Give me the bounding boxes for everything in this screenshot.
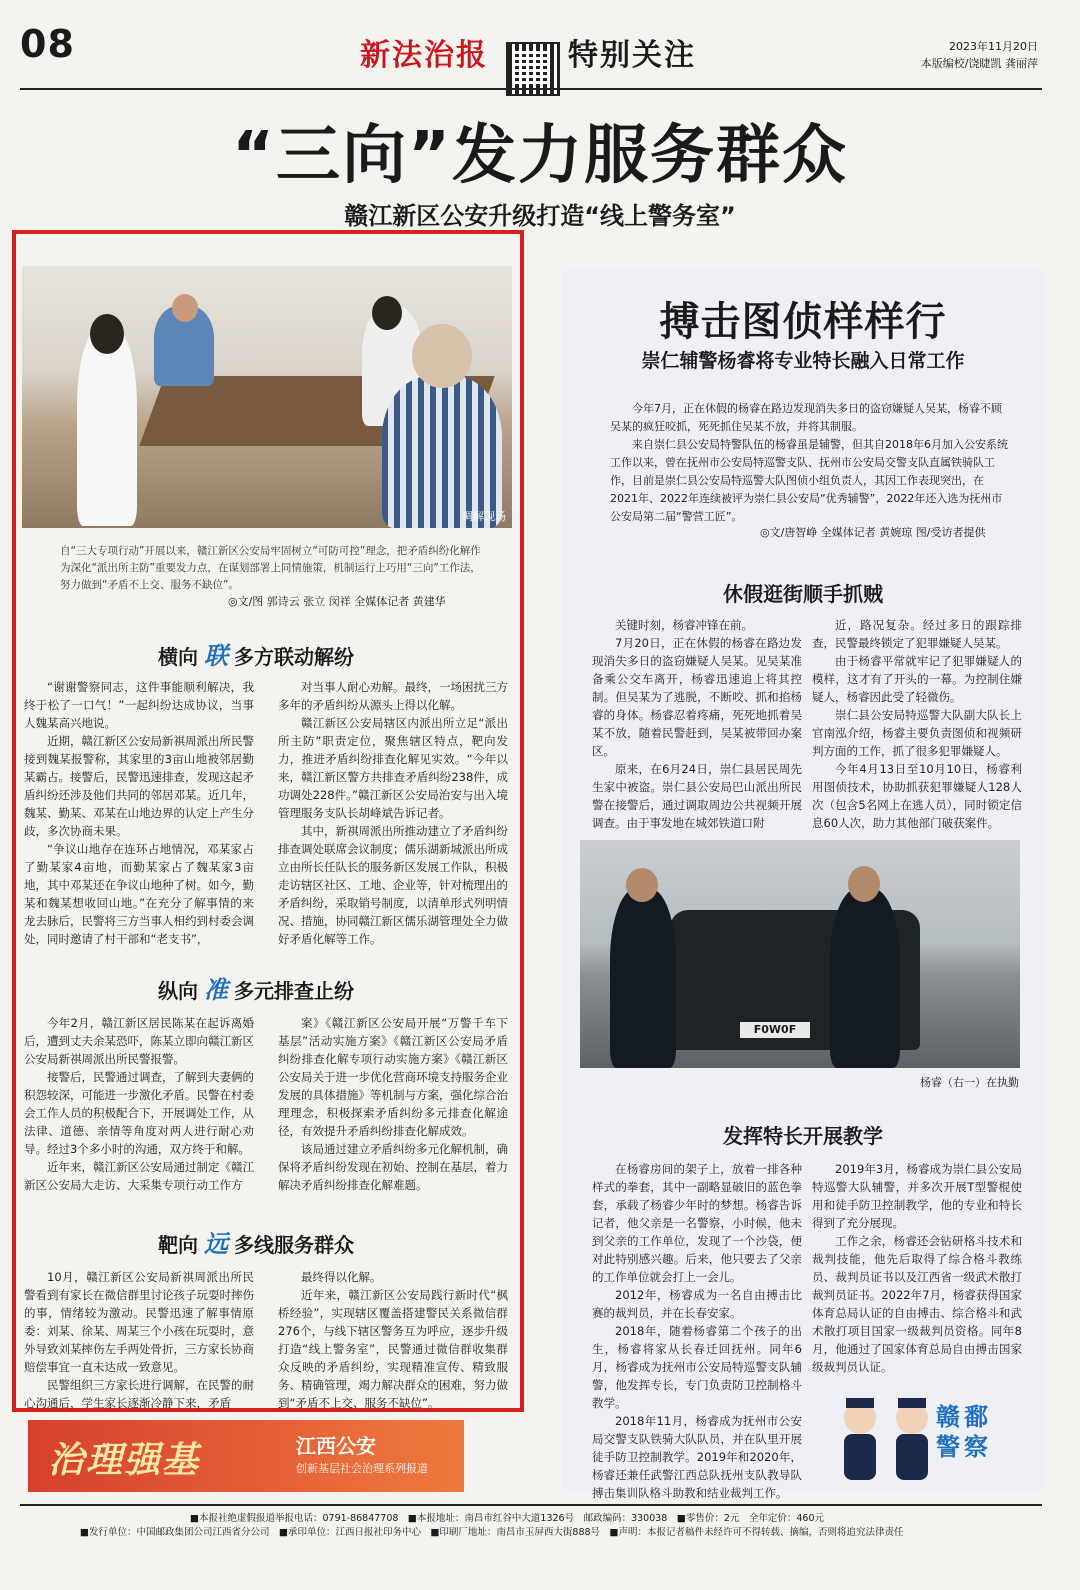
paragraph: 今年7月，正在休假的杨睿在路边发现消失多日的盗窃嫌疑人吴某，杨睿不顾吴某的疯狂咬抓，死死抓住吴某不放，并将其制服。	[610, 402, 1002, 433]
right-section-heading-2: 发挥特长开展教学	[723, 1124, 883, 1148]
heading-pre: 靶向	[158, 1233, 198, 1257]
paragraph: “争议山地存在连环占地情况，邓某家占了勤某家4亩地，而勤某家占了魏某家3亩地，其中邓某还在争议山地种了树。如今，勤某和魏某想收回山地。”在充分了解事情的来龙去脉后，民警将三方当事人相约到村委会调处，同时邀请了村干部和“老支书”，	[24, 842, 254, 946]
banner-title: 治理强基	[48, 1439, 201, 1481]
paragraph: 2019年3月，杨睿成为崇仁县公安局特巡警大队辅警，并多次开展T型警棍使用和徒手防卫控制教学，他的专业和特长得到了充分展现。	[812, 1162, 1022, 1230]
paragraph: 赣江新区公安局辖区内派出所立足“派出所主防”职责定位，聚焦辖区特点，靶向发力，推进矛盾纠纷排查化解见实效。“今年以来，赣江新区警方共排查矛盾纠纷238件，成功调处228件。”赣江新区公安局治安与出入境管理服务支队长胡峰斌告诉记者。	[278, 716, 508, 820]
paragraph: 7月20日，正在休假的杨睿在路边发现消失多日的盗窃嫌疑人吴某。见吴某准备乘公交车离开，杨睿迅速追上将其控制。但吴某为了逃脱，不断咬、抓和掐杨睿的身体。杨睿忍着疼痛，死死地抓着吴某不放，随着民警赶到，吴某被带回办案区。	[592, 636, 802, 758]
paragraph: 今年2月，赣江新区居民陈某在起诉离婚后，遭到丈夫余某恐吓，陈某立即向赣江新区公安局新祺周派出所民警报警。	[24, 1016, 254, 1066]
person-head-shape	[90, 314, 124, 354]
mediation-photo	[22, 266, 512, 528]
heading-post: 多线服务群众	[234, 1233, 354, 1257]
paragraph: 由于杨睿平常就牢记了犯罪嫌疑人的模样，这才有了开头的一幕。为控制住嫌疑人，杨睿因此受了轻微伤。	[812, 654, 1022, 704]
officer-head-shape	[172, 294, 198, 322]
heading-pre: 纵向	[158, 979, 198, 1003]
paragraph: 对当事人耐心劝解。最终，一场困扰三方多年的矛盾纠纷从源头上得以化解。	[278, 680, 508, 712]
heading-pre: 横向	[158, 645, 198, 669]
paragraph: 民警组织三方家长进行调解，在民警的耐心沟通后，学生家长逐渐冷静下来，矛盾	[24, 1378, 254, 1410]
officer-head-shape	[626, 868, 658, 902]
photo-caption: 杨睿（右一）在执勤	[920, 1076, 1019, 1089]
main-headline: “三向”发力服务群众	[231, 119, 849, 193]
editor-credit: 本版编校/饶睫凯 龚丽萍	[920, 57, 1038, 70]
person-shape	[382, 376, 502, 528]
article-column	[812, 616, 1022, 832]
heading-accent: 准	[204, 976, 228, 1004]
paragraph: 2018年，随着杨睿第二个孩子的出生，杨睿将家从长春迁回抚州。同年6月，杨睿成为抚州市公安局特巡警支队辅警，他发挥专长，专门负责防卫控制格斗教学。	[592, 1324, 802, 1410]
paragraph: 该局通过建立矛盾纠纷多元化解机制，确保将矛盾纠纷发现在初始、控制在基层，着力解决矛盾纠纷排查化解难题。	[278, 1142, 508, 1192]
paragraph: 最终得以化解。	[301, 1270, 382, 1284]
officer-head-shape	[848, 866, 880, 902]
right-intro	[610, 400, 1010, 526]
patrol-photo	[580, 840, 1020, 1068]
issue-date: 2023年11月20日	[949, 40, 1038, 53]
license-plate: F0W0F	[740, 1022, 810, 1038]
paragraph: 近年来，赣江新区公安局通过制定《赣江新区公安局大走访、大采集专项行动工作方	[24, 1160, 254, 1192]
section-heading-2	[158, 970, 354, 1005]
paragraph: 关键时刻，杨睿冲锋在前。	[615, 618, 753, 632]
heading-post: 多方联动解纷	[234, 645, 354, 669]
mascot-label	[936, 1402, 992, 1462]
footer-divider	[20, 1504, 1042, 1506]
paragraph: 崇仁县公安局特巡警大队副大队长上官南泓介绍，杨睿主要负责图侦和视频研判方面的工作，抓了很多犯罪嫌疑人。	[812, 708, 1022, 758]
paragraph: 原来，在6月24日，崇仁县居民周先生家中被盗。崇仁县公安局巴山派出所民警在接警后，通过调取周边公共视频开展调查。由于事发地在城郊铁道口附	[592, 762, 802, 830]
heading-post: 多元排查止纷	[234, 979, 354, 1003]
heading-accent: 远	[204, 1230, 228, 1258]
footer-line: ■发行单位：中国邮政集团公司江西省分公司 ■承印单位：江西日报社印务中心 ■印刷厂地址：南昌市玉屏西大街888号 ■声明：本报记者稿件未经许可不得转载、摘编，否则将追究法律责任	[80, 1527, 904, 1538]
paragraph: 今年4月13日至10月10日，杨睿利用图侦技术，协助抓获犯罪嫌疑人128人次（包含5名网上在逃人员），同时锁定信息60人次，助力其他部门破获案件。	[812, 762, 1022, 830]
paragraph: 2018年11月，杨睿成为抚州市公安局交警支队铁骑大队队员，并在队里开展徒手防卫控制教学。2019年和2020年，杨睿还兼任武警江西总队抚州支队教导队搏击集训队格斗助教和结业裁判工作。	[592, 1414, 802, 1500]
paragraph: 近期，赣江新区公安局新祺周派出所民警接到魏某报警称，其家里的3亩山地被邻居勤某霸占。接警后，民警迅速排查，发现这起矛盾纠纷还涉及他们共同的邻居邓某。近几年，魏某、勤某、邓某在山地边界的认定上产生分歧，多次协商未果。	[24, 734, 254, 838]
paragraph: 工作之余，杨睿还会钻研格斗技术和裁判技能，他先后取得了综合格斗教练员、裁判员证书以及江西省一级武术散打裁判员证书。2022年7月，杨睿获得国家体育总局认证的自由搏击、综合格斗和武术散打项目国家一级裁判员资格。同年8月，他通过了国家体育总局自由搏击国家级裁判员认证。	[812, 1234, 1022, 1374]
right-headline: 搏击图侦样样行	[659, 298, 947, 345]
paragraph: 2012年，杨睿成为一名自由搏击比赛的裁判员，并在长春安家。	[592, 1288, 802, 1320]
paragraph: 近，路况复杂。经过多日的跟踪排查，民警最终锁定了犯罪嫌疑人吴某。	[812, 618, 1022, 650]
article-column	[812, 1160, 1022, 1376]
paragraph: 来自崇仁县公安局特警队伍的杨睿虽是辅警，但其自2018年6月加入公安系统工作以来，曾在抚州市公安局特巡警支队、抚州市公安局交警支队直属铁骑队工作，目前是崇仁县公安局特巡警大队图侦小组负责人，其因工作表现突出，在2021年、2022年连续被评为崇仁县公安局“优秀辅警”，2022年还入选为抚州市公安局第二届“警营工匠”。	[610, 438, 1008, 523]
person-head-shape	[412, 324, 472, 388]
article-column	[592, 1160, 802, 1502]
section-title: 特别关注	[568, 38, 696, 73]
mascot-line: 赣鄱	[936, 1403, 992, 1431]
police-mascot-icon	[820, 1388, 1030, 1488]
paragraph: “谢谢警察同志，这件事能顺利解决，我终于松了一口气！”一起纠纷达成协议，当事人魏某高兴地说。	[24, 680, 254, 730]
mascot-line: 警察	[936, 1433, 992, 1461]
paragraph: 接警后，民警通过调查，了解到夫妻俩的积怨较深，可能进一步激化矛盾。民警在村委会工作人员的积极配合下，开展调处工作，从法律、道德、亲情等角度对两人进行耐心劝导。经过3个多小时的沟通，双方终于和解。	[24, 1070, 254, 1156]
photo-caption: 自“三大专项行动”开展以来，赣江新区公安局牢固树立“可防可控”理念，把矛盾纠纷化解作为深化“派出所主防”重要发力点，在谋划部署上同情施策，机制运行上巧用“三向”工作法，努力做到“矛盾不上交、服务不缺位”。	[60, 545, 481, 591]
paragraph: 案》《赣江新区公安局开展“万警千车下基层”活动实施方案》《赣江新区公安局矛盾纠纷排查化解专项行动实施方案》《赣江新区公安局关于进一步优化营商环境支持服务企业发展的具体措施》等机制与方案，强化综合治理理念，积极探索矛盾纠纷多元排查化解途径，有效提升矛盾纠纷排查化解成效。	[278, 1016, 508, 1138]
main-subhead: 赣江新区公安升级打造“线上警务室”	[344, 202, 736, 230]
officer-shape	[830, 888, 900, 1068]
paragraph: 其中，新祺周派出所推动建立了矛盾纠纷排查调处联席会议制度；儒乐湖新城派出所成立由所长任队长的服务新区发展工作队，积极走访辖区社区、工地、企业等，针对梳理出的矛盾纠纷，采取销号制度，以清单形式列明情况、措施，协同赣江新区儒乐湖管理处全力做好矛盾化解等工作。	[278, 824, 508, 946]
right-section-heading-1: 休假逛街顺手抓贼	[723, 582, 883, 606]
officer-shape	[610, 888, 676, 1068]
header-divider	[20, 88, 1042, 90]
article-column	[278, 678, 508, 948]
banner-series: 创新基层社会治理系列报道	[296, 1462, 428, 1475]
banner-org: 江西公安	[296, 1434, 376, 1458]
footer-line: ■本报社绝虚假报道举报电话：0791-86847708 ■本报地址：南昌市红谷中大道1326号 邮政编码：330038 ■零售价：2元 全年定价：460元	[190, 1513, 825, 1524]
article-column	[24, 1014, 254, 1194]
article-column	[278, 1014, 508, 1194]
paper-masthead: 新法治报	[360, 38, 488, 73]
right-byline: ◎文/唐智峥 全媒体记者 黄婉琼 图/受访者提供	[760, 526, 986, 539]
person-shape	[77, 326, 137, 526]
photo-tag: 调解现场	[462, 510, 506, 523]
section-heading-1	[158, 636, 354, 671]
section-heading-3	[158, 1224, 354, 1259]
paragraph: 在杨睿房间的架子上，放着一排各种样式的拳套，其中一副略显破旧的蓝色拳套，承载了杨睿少年时的梦想。杨睿告诉记者，他父亲是一名警察，小时候，他未到父亲的工作单位，发现了一个沙袋，便对此特别感兴趣。后来，他只要去了父亲的工作单位就会打上一会儿。	[592, 1162, 802, 1284]
paragraph: 近年来，赣江新区公安局践行新时代“枫桥经验”，实现辖区覆盖搭建警民关系微信群276个，与线下辖区警务互为呼应，逐步升级打造“线上警务室”，民警通过微信群收集群众反映的矛盾纠纷，实现精准宣传、精致服务、精确管理，竭力解决群众的困难，努力做到“矛盾不上交、服务不缺位”。	[278, 1288, 508, 1410]
byline: ◎文/图 郭诗云 张立 闵祥 全媒体记者 黄建华	[228, 595, 446, 608]
page-number: 08	[20, 22, 75, 66]
article-column	[24, 678, 254, 948]
article-column	[24, 1268, 254, 1412]
series-banner	[28, 1420, 464, 1492]
paragraph: 10月，赣江新区公安局新祺周派出所民警看到有家长在微信群里讨论孩子玩耍时摔伤的事，情绪较为激动。民警迅速了解事情原委：刘某、徐某、周某三个小孩在玩耍时，意外导致刘某摔伤左手两处骨折，三方家长协商赔偿事宜一直未达成一致意见。	[24, 1270, 254, 1374]
person-head-shape	[372, 296, 402, 330]
right-subhead: 崇仁辅警杨睿将专业特长融入日常工作	[641, 350, 965, 372]
article-column	[592, 616, 802, 832]
article-column	[278, 1268, 508, 1412]
heading-accent: 联	[204, 642, 228, 670]
